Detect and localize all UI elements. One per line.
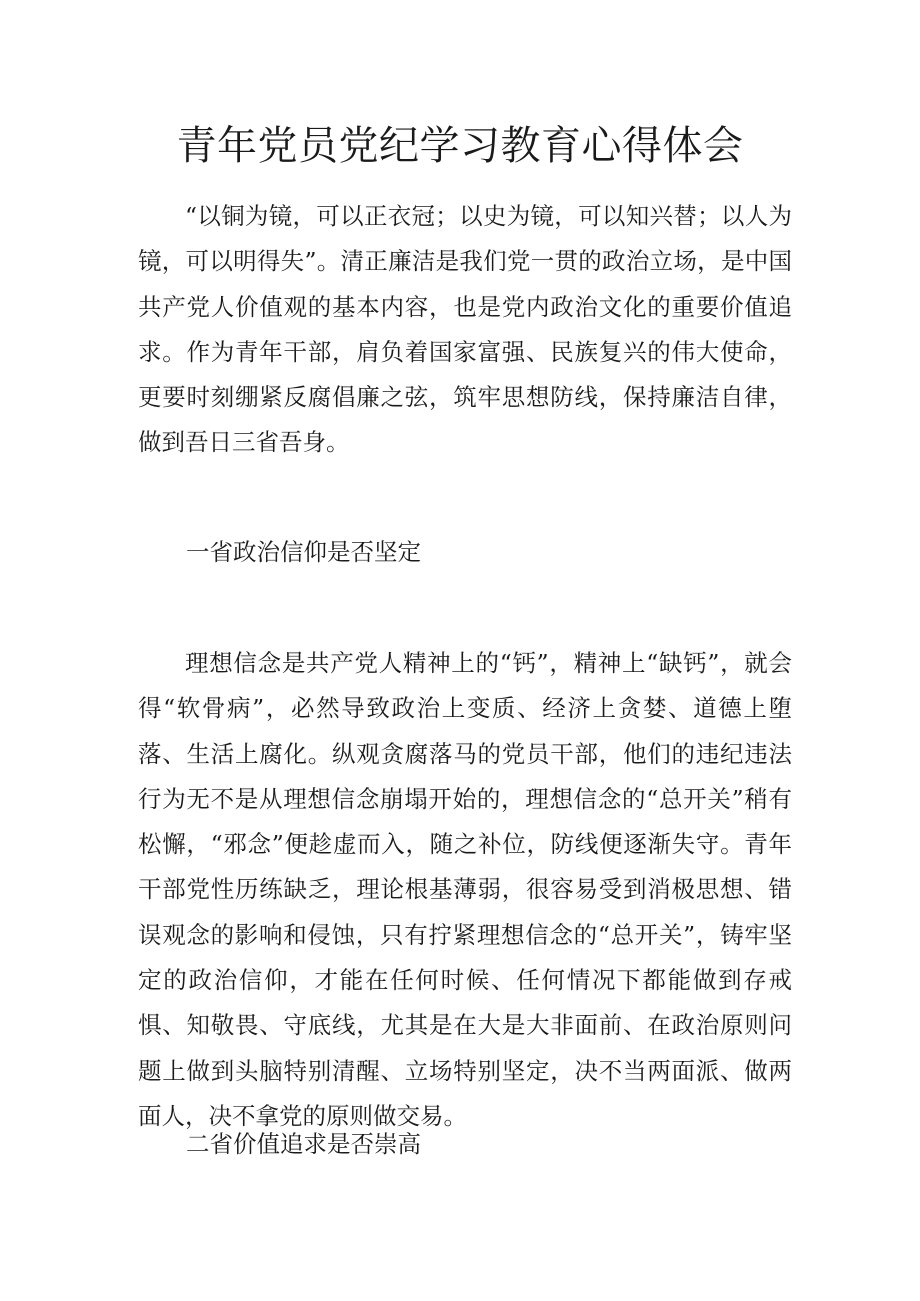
document-title: 青年党员党纪学习教育心得体会 [176,123,744,169]
intro-paragraph: “以铜为镜，可以正衣冠；以史为镜，可以知兴替；以人为镜，可以明得失”。清正廉洁是我们党一贯的政治立场，是中国共产党人价值观的基本内容，也是党内政治文化的重要价值追求。作为青年干部，肩负着国家富强、民族复兴的伟大使命，更要时刻绷紧反腐倡廉之弦，筑牢思想防线，保持廉洁自律，做到吾日三省吾身。 [138,202,792,457]
section-heading-2: 二省价值追求是否崇高 [186,1130,421,1158]
section-1-paragraph: 理想信念是共产党人精神上的“钙”，精神上“缺钙”，就会得“软骨病”，必然导致政治上变质、经济上贪婪、道德上堕落、生活上腐化。纵观贪腐落马的党员干部，他们的违纪违法行为无不是从理想信念崩塌开始的，理想信念的“总开关”稍有松懈，“邪念”便趁虚而入，随之补位，防线便逐渐失守。青年干部党性历练缺乏，理论根基薄弱，很容易受到消极思想、错误观念的影响和侵蚀，只有拧紧理想信念的“总开关”，铸牢坚定的政治信仰，才能在任何时候、任何情况下都能做到存戒惧、知敬畏、守底线，尤其是在大是大非面前、在政治原则问题上做到头脑特别清醒、立场特别坚定，决不当两面派、做两面人，决不拿党的原则做交易。 [138,649,792,1130]
section-heading-1: 一省政治信仰是否坚定 [186,538,421,566]
